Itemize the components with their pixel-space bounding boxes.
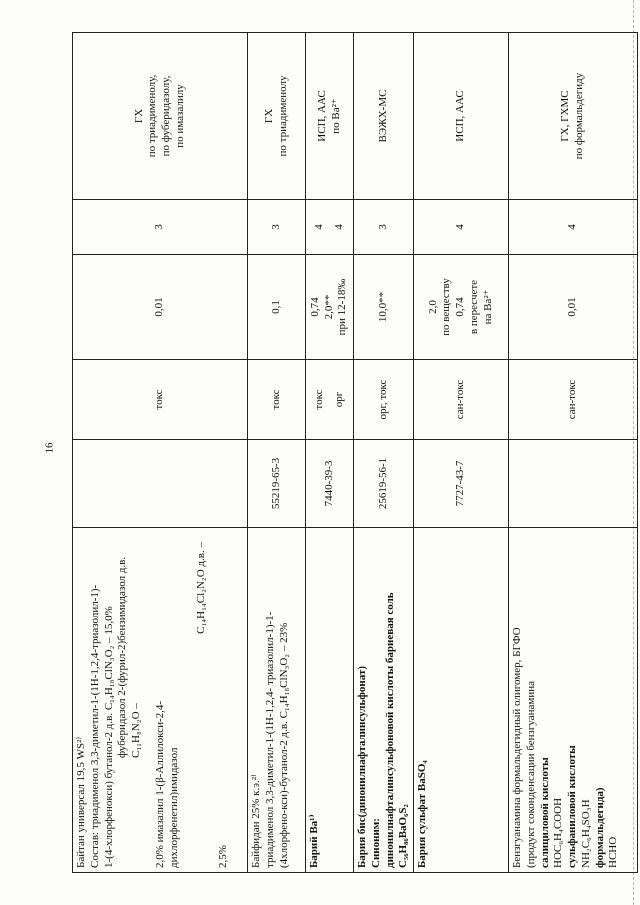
substance-name-cell: Бария сульфат BaSO₄ (414, 528, 509, 873)
class-cell: 3 (248, 200, 306, 255)
substance-name-cell: Байтан универсал 19,5 WS²⁾ Состав: триадименол 3,3-диметил-1-(1Н-1,2,4-триазолил-1)- 1-(4-хлорфенокси) бутанол-2 д.в. C₁₄H₁₈ClN₃O₂ – 15,0% фуберидазол 2-(фурил-2)бензимидазол д.в. C₁₁H₈N₂O – 2,0% имазалил 1-(β-Аллилокси-2,4- дихлорфенетил)имидазол C₁₄H₁₄Cl₂N₂O д.в. – 2,5% (73, 528, 248, 873)
substance-name-cell: Бария бис(динонилнафталинсульфонат) Синоним: динонилнафталинсульфоновой кислоты бариевая соль C₅₆H₈₆BaO₆S₂ (354, 528, 414, 873)
method-cell: ГХ по триадименолу (248, 33, 306, 200)
hazard-cell: токс (73, 360, 248, 440)
hazard-cell: токс (248, 360, 306, 440)
substance-table (72, 32, 638, 873)
table-row (248, 33, 306, 873)
cas-cell: 25619-56-1 (354, 440, 414, 528)
rotated-table-container (72, 33, 637, 873)
cas-cell: 7440-39-3 (306, 440, 354, 528)
method-cell: ГХ по триадименолу, по фуберидазолу, по имазалилу (73, 33, 248, 200)
hazard-cell: токс орг (306, 360, 354, 440)
method-cell: ИСП, ААС (414, 33, 509, 200)
class-cell: 4 (414, 200, 509, 255)
table-row (354, 33, 414, 873)
pdk-cell: 0,01 (73, 255, 248, 360)
class-cell: 4 4 (306, 200, 354, 255)
hazard-cell: сан-токс (509, 360, 638, 440)
cas-cell (73, 440, 248, 528)
method-cell: ИСП, ААС по Ba²⁺ (306, 33, 354, 200)
pdk-cell: 0,1 (248, 255, 306, 360)
cas-cell (509, 440, 638, 528)
substance-name-cell: Барий Ba¹⁾ (306, 528, 354, 873)
table-row (73, 33, 248, 873)
hazard-cell: орг, токс (354, 360, 414, 440)
substance-name-cell: Бензгуанамина формальдегидный олигомер, БГФО (продукт соконденсации бензгуанамина салициловой кислоты HOC₆H₄COOH сульфаниловой кислоты NH₂C₆H₄SO₃H формальдегида) HCHO (509, 528, 638, 873)
cas-cell: 7727-43-7 (414, 440, 509, 528)
pdk-cell: 0,74 2,0** при 12-18‰ (306, 255, 354, 360)
table-row (509, 33, 638, 873)
cas-cell: 55219-65-3 (248, 440, 306, 528)
substance-name-cell: Байфидан 25% к.э.²⁾ триадименол 3,3-диметил-1-(1Н-1,2,4- триазолил-1)-1- (4хлорфено-кси)-бутанол-2 д.в. C₁₄H₁₈ClN₃O₂ – 23% (248, 528, 306, 873)
class-cell: 4 (509, 200, 638, 255)
class-cell: 3 (354, 200, 414, 255)
pdk-cell: 0,01 (509, 255, 638, 360)
class-cell: 3 (73, 200, 248, 255)
method-cell: ГХ, ГХМС по формальдегиду (509, 33, 638, 200)
table-row (414, 33, 509, 873)
hazard-cell: сан-токс (414, 360, 509, 440)
page-number: 16 (43, 442, 56, 454)
method-cell: ВЭЖХ-МС (354, 33, 414, 200)
table-row (306, 33, 354, 873)
pdk-cell: 10,0** (354, 255, 414, 360)
pdk-cell: 2,0 по веществу 0,74 в пересчете на Ba²⁺ (414, 255, 509, 360)
